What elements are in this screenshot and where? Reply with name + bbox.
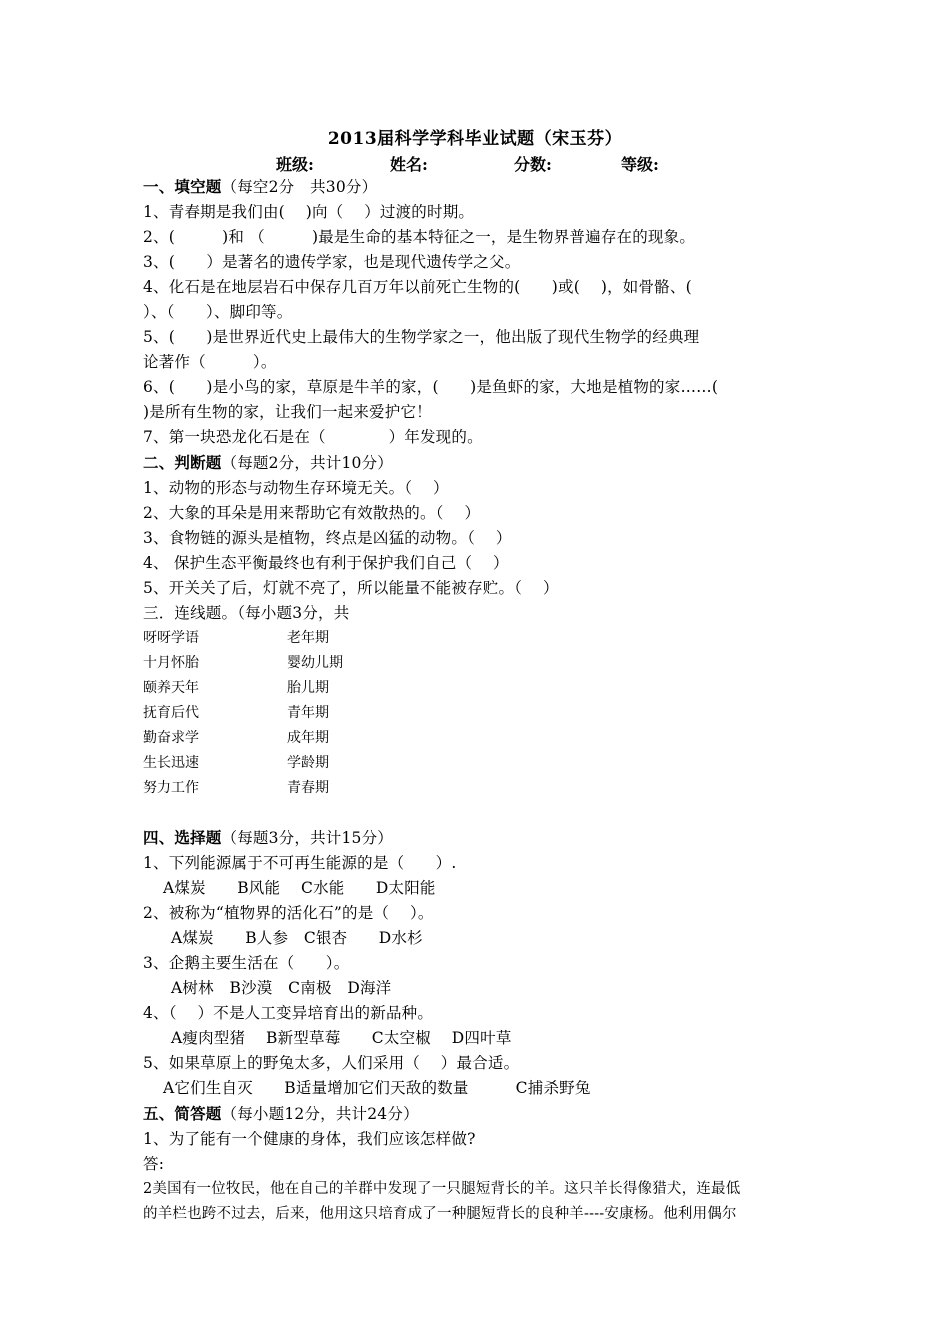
- match-row: 呀呀学语 老年期: [143, 630, 329, 646]
- score-label: 分数:: [514, 155, 552, 174]
- fill-item: )是所有生物的家，让我们一起来爱护它！: [143, 403, 432, 421]
- judge-item: 2、大象的耳朵是用来帮助它有效散热的。（ ）: [143, 504, 481, 522]
- grade-label: 等级:: [621, 155, 659, 174]
- judge-item: 1、动物的形态与动物生存环境无关。（ ）: [143, 479, 449, 497]
- student-info-row: [0, 152, 950, 176]
- match-row: 勤奋求学 成年期: [143, 730, 329, 746]
- choice-question: 2、被称为“植物界的活化石”的是（ ）。: [143, 904, 434, 922]
- fill-item: 3、( ）是著名的遗传学家，也是现代遗传学之父。: [143, 253, 521, 271]
- short-question: 1、为了能有一个健康的身体，我们应该怎样做?: [143, 1130, 476, 1148]
- fill-item: 论著作（ ）。: [143, 353, 277, 371]
- choice-question: 1、下列能源属于不可再生能源的是（ ）.: [143, 854, 457, 872]
- answer-label: 答:: [143, 1155, 165, 1173]
- match-row: 努力工作 青春期: [143, 780, 329, 796]
- fill-item: 4、化石是在地层岩石中保存几百万年以前死亡生物的( )或( )，如骨骼、(: [143, 278, 692, 296]
- fill-item: 7、第一块恐龙化石是在（ ）年发现的。: [143, 428, 483, 446]
- match-row: 抚育后代 青年期: [143, 705, 329, 721]
- choice-options: A瘦肉型猪 B新型草莓 C太空椒 D四叶草: [171, 1029, 512, 1047]
- section2-heading: 二、判断题（每题2分，共计10分）: [143, 453, 394, 472]
- exam-title: 2013届科学学科毕业试题（宋玉芬）: [327, 129, 623, 149]
- section4-heading: 四、选择题（每题3分，共计15分）: [143, 828, 394, 847]
- fill-item: 1、青春期是我们由( )向（ ）过渡的时期。: [143, 203, 475, 221]
- choice-question: 5、如果草原上的野兔太多，人们采用（ ）最合适。: [143, 1054, 520, 1072]
- choice-options: A煤炭 B风能 C水能 D太阳能: [163, 879, 436, 897]
- fill-item: 5、( )是世界近代史上最伟大的生物学家之一，他出版了现代生物学的经典理: [143, 328, 700, 346]
- choice-question: 4、（ ）不是人工变异培育出的新品种。: [143, 1004, 434, 1022]
- section3-heading: 三．连线题。（每小题3分，共: [143, 604, 350, 622]
- choice-options: A树林 B沙漠 C南极 D海洋: [171, 979, 392, 997]
- fill-item: 6、( )是小鸟的家，草原是牛羊的家，( )是鱼虾的家，大地是植物的家……(: [143, 378, 719, 396]
- name-label: 姓名:: [390, 155, 428, 174]
- class-label: 班级:: [276, 155, 314, 174]
- exam-body: [143, 174, 811, 1227]
- match-row: 颐养天年 胎儿期: [143, 680, 329, 696]
- choice-options: A煤炭 B人参 C银杏 D水杉: [171, 929, 423, 947]
- judge-item: 5、开关关了后，灯就不亮了，所以能量不能被存贮。（ ）: [143, 579, 559, 597]
- fill-item: 2、( )和 （ )最是生命的基本特征之一，是生物界普遍存在的现象。: [143, 228, 696, 246]
- judge-item: 4、 保护生态平衡最终也有利于保护我们自己（ ）: [143, 554, 509, 572]
- match-row: 生长迅速 学龄期: [143, 755, 329, 771]
- match-row: 十月怀胎 婴幼儿期: [143, 655, 343, 671]
- short-question-text: 2美国有一位牧民，他在自己的羊群中发现了一只腿短背长的羊。这只羊长得像猎犬，连最低: [143, 1181, 741, 1197]
- section1-heading: 一、填空题（每空2分 共30分）: [143, 177, 378, 196]
- short-question-text: 的羊栏也跨不过去，后来，他用这只培育成了一种腿短背长的良种羊----安康杨。他利用偶尔: [143, 1206, 737, 1222]
- section5-heading: 五、简答题（每小题12分，共计24分）: [143, 1104, 419, 1123]
- choice-question: 3、企鹅主要生活在（ ）。: [143, 954, 350, 972]
- fill-item: ）、（ ）、脚印等。: [143, 303, 293, 321]
- choice-options: A它们生自灭 B适量增加它们天敌的数量 C捕杀野兔: [163, 1079, 591, 1097]
- judge-item: 3、食物链的源头是植物，终点是凶猛的动物。（ ）: [143, 529, 512, 547]
